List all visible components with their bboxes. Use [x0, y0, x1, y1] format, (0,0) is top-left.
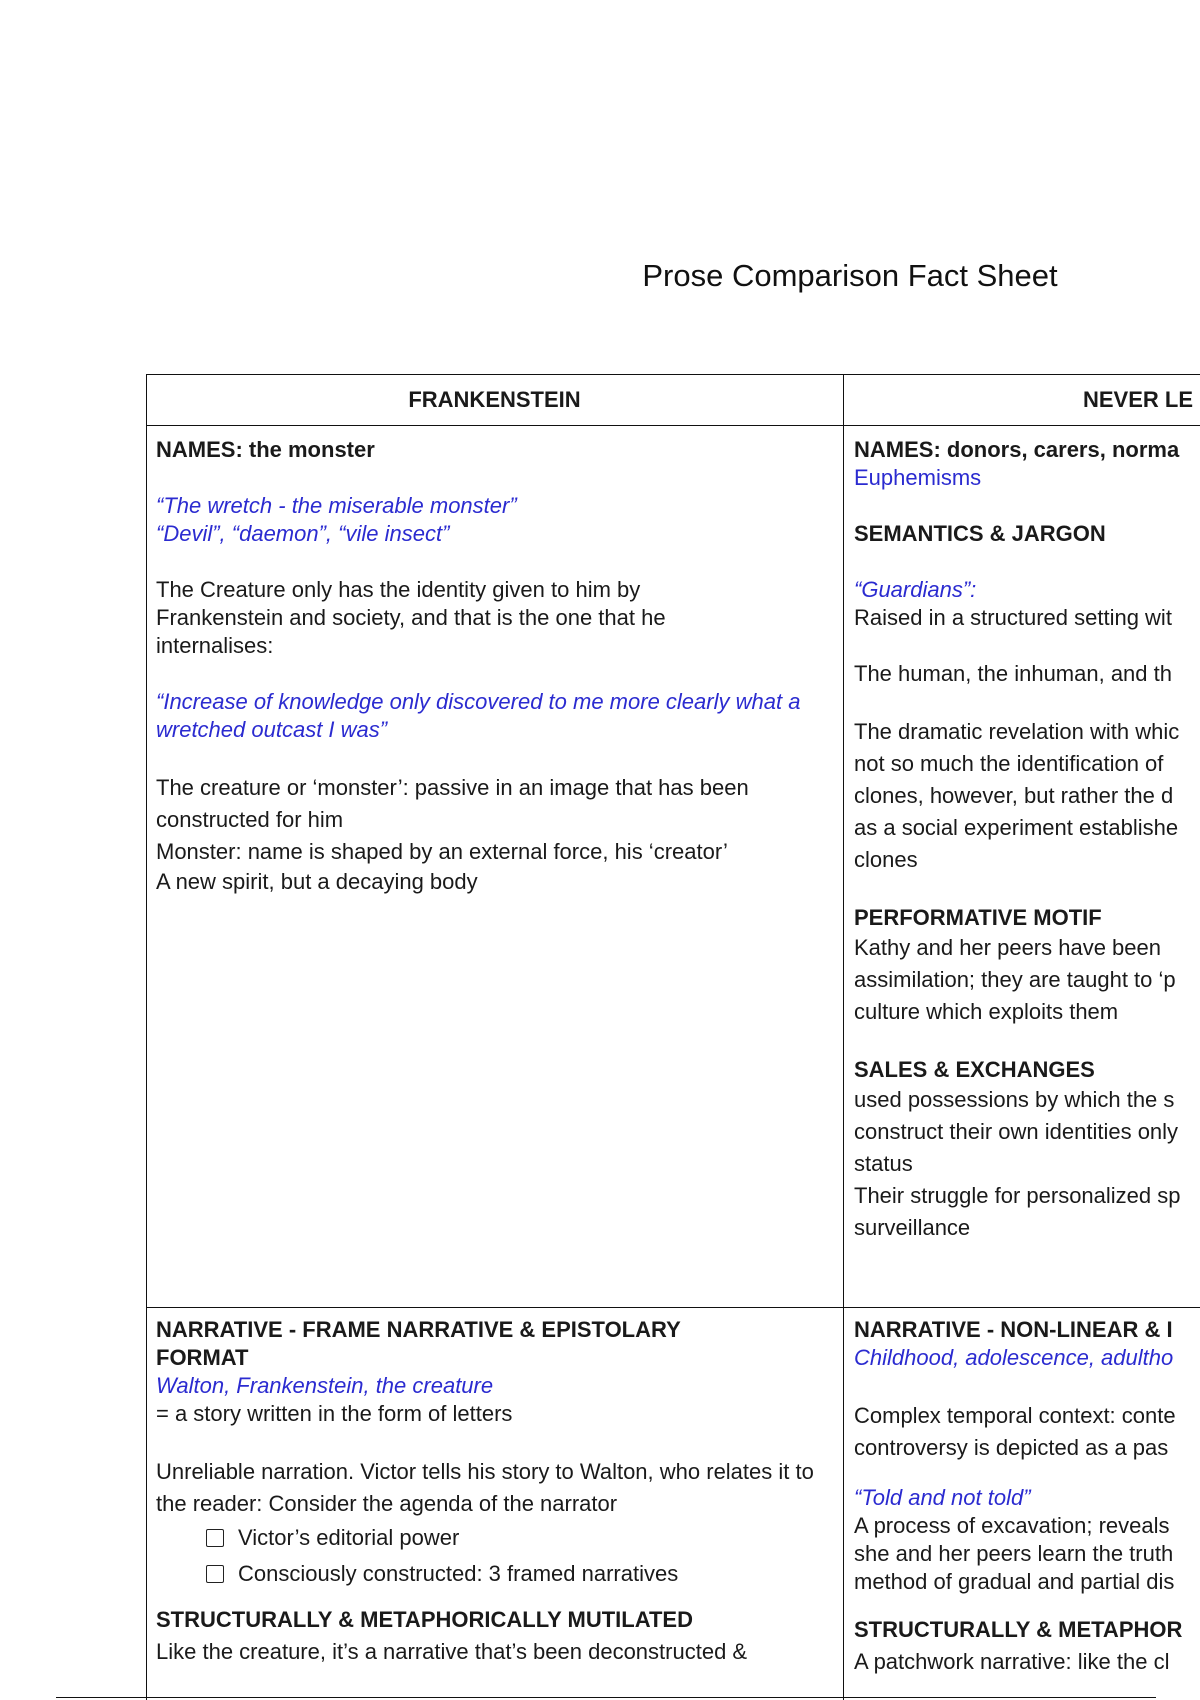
text-line: assimilation; they are taught to ‘p [854, 967, 1176, 992]
column-divider [843, 374, 844, 1700]
text-line: Complex temporal context: conte [854, 1403, 1176, 1428]
text-line: A process of excavation; reveals [854, 1513, 1170, 1538]
checklist-label: Victor’s editorial power [238, 1525, 460, 1550]
paragraph: Monster: name is shaped by an external force, his ‘creator’ [156, 839, 728, 864]
text-line: culture which exploits them [854, 999, 1119, 1024]
paragraph: Unreliable narration. Victor tells his story to Walton, who relates it to the reader: Consider the agenda of the narrator [156, 1459, 814, 1516]
text-line: surveillance [854, 1215, 971, 1240]
quote: “Increase of knowledge only discovered to me more clearly what a wretched outcast I was” [156, 689, 801, 742]
frankenstein-narrative-cell [148, 1309, 842, 1697]
checklist-label: Consciously constructed: 3 framed narratives [238, 1561, 679, 1586]
text-line: = a story written in the form of letters [156, 1401, 513, 1426]
column-header-frankenstein: FRANKENSTEIN [408, 387, 581, 412]
section-heading: NAMES: donors, carers, norma [854, 437, 1180, 462]
frankenstein-names-cell [156, 436, 826, 896]
text-line: used possessions by which the s [854, 1087, 1175, 1112]
checklist-item[interactable] [206, 1556, 826, 1592]
page-title: Prose Comparison Fact Sheet [642, 258, 1058, 293]
table-top-border [146, 374, 1200, 375]
checklist-item[interactable] [206, 1520, 826, 1556]
column-header-never-let-me-go: NEVER LE [1083, 387, 1194, 412]
table-left-border [146, 374, 147, 1700]
text-line: Kathy and her peers have been [854, 935, 1162, 960]
row1-bottom-border [146, 1307, 1200, 1308]
text-line: Like the creature, it’s a narrative that’s been deconstructed & [156, 1639, 748, 1664]
subheading: Childhood, adolescence, adultho [854, 1345, 1174, 1370]
quote: “Devil”, “daemon”, “vile insect” [156, 521, 450, 546]
text-line: status [854, 1151, 913, 1176]
text-line: as a social experiment establishe [854, 815, 1179, 840]
checkbox[interactable] [206, 1529, 224, 1547]
never-let-me-go-names-cell [845, 430, 1200, 1305]
text-line: The human, the inhuman, and th [854, 661, 1172, 686]
paragraph: A new spirit, but a decaying body [156, 869, 478, 894]
text-line: clones, however, but rather the d [854, 783, 1174, 808]
page-bottom-edge [56, 1697, 1156, 1698]
section-heading: SEMANTICS & JARGON [854, 521, 1106, 546]
section-heading: PERFORMATIVE MOTIF [854, 905, 1102, 930]
text-line: Their struggle for personalized sp [854, 1183, 1181, 1208]
text-line: controversy is depicted as a pas [854, 1435, 1169, 1460]
section-heading: NARRATIVE - NON-LINEAR & I [854, 1317, 1173, 1342]
paragraph: The Creature only has the identity given to him by Frankenstein and society, and that is the one that he internalises: [156, 577, 666, 658]
section-heading: STRUCTURALLY & METAPHOR [854, 1617, 1183, 1642]
paragraph: The creature or ‘monster’: passive in an image that has been constructed for him [156, 775, 749, 832]
text-line: clones [854, 847, 918, 872]
text-line: she and her peers learn the truth [854, 1541, 1174, 1566]
header-bottom-border [146, 425, 1200, 426]
text-line: method of gradual and partial dis [854, 1569, 1175, 1594]
checkbox[interactable] [206, 1565, 224, 1583]
section-heading: STRUCTURALLY & METAPHORICALLY MUTILATED [156, 1607, 693, 1632]
never-let-me-go-narrative-cell [845, 1309, 1200, 1697]
text-line: Raised in a structured setting wit [854, 605, 1172, 630]
quote: “Told and not told” [854, 1485, 1031, 1510]
text-line: not so much the identification of [854, 751, 1164, 776]
subheading: Walton, Frankenstein, the creature [156, 1373, 494, 1398]
section-heading: NAMES: the monster [156, 437, 375, 462]
section-heading: NARRATIVE - FRAME NARRATIVE & EPISTOLARY FORMAT [156, 1317, 681, 1370]
text-line: A patchwork narrative: like the cl [854, 1649, 1170, 1674]
text-line: construct their own identities only [854, 1119, 1179, 1144]
quote: “The wretch - the miserable monster” [156, 493, 517, 518]
quote: “Guardians”: [854, 577, 977, 602]
section-heading: SALES & EXCHANGES [854, 1057, 1095, 1082]
text-line: The dramatic revelation with whic [854, 719, 1180, 744]
subheading: Euphemisms [854, 465, 982, 490]
